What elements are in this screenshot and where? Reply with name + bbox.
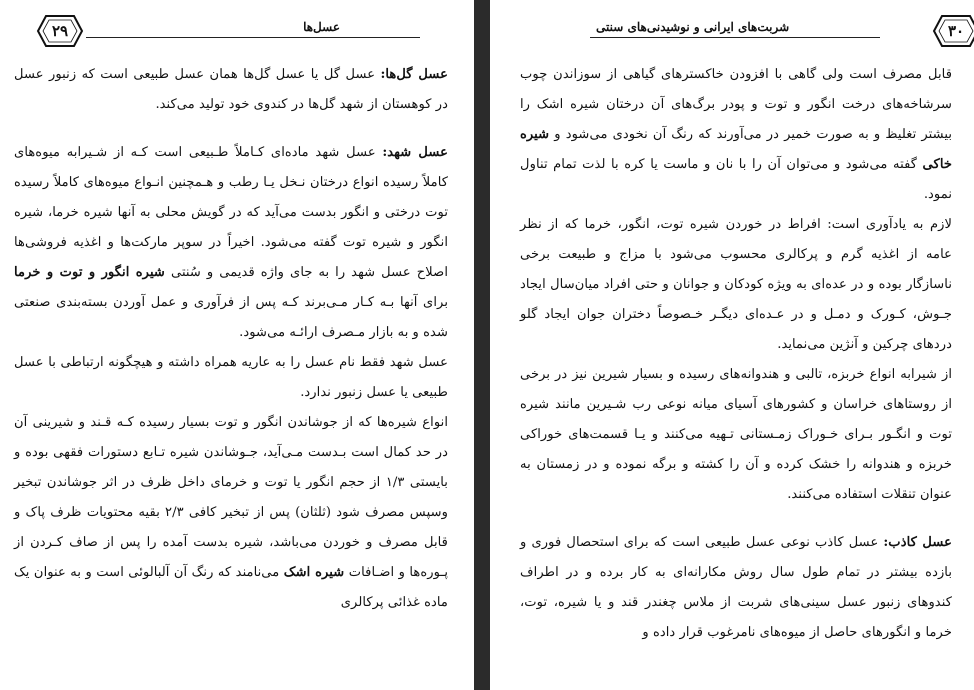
term-heading: عسل کاذب: [883, 535, 952, 550]
running-title: شربت‌های ایرانی و نوشیدنی‌های سنتی [596, 20, 790, 34]
running-title: عسل‌ها [303, 20, 340, 34]
page-number-badge [36, 14, 84, 48]
page-gutter [474, 0, 490, 690]
paragraph: عسل شهد فقط نام عسل را به عاریه همراه داشته و هیچگونه ارتباطی با عسل طبیعی یا عسل زنبور ندارد. [14, 355, 448, 400]
page-body [520, 60, 952, 648]
paragraph: انواع شیره‌ها که از جوشاندن انگور و توت بسیار رسیده کـه قـند و شیرینی آن در حد کمال است بـدست مـی‌آید، جـوشاندن شیره تـابع دستورات فقهی بوده و بایستی ۱/۳ از حجم انگور یا توت و خرمای داخل ظرف در اثر جوشاندن تبخیر وسپس مصرف شود (ثلثان) پس از تبخیر کافی ۲/۳ بقیه محتویات ظرف پاک و قابل مصرف و خوردن می‌باشد، شیره بدست آمده را پس از صاف کـردن از پـوره‌ها و اضـافات شیره اشک می‌نامند که رنگ آن آلبالوئی است و به عنوان یک ماده غذائی پرکالری [14, 415, 448, 610]
header-rule [86, 37, 420, 38]
page-header [14, 0, 448, 60]
right-page [490, 0, 974, 690]
paragraph: عسل گل‌ها: عسل گل یا عسل گل‌ها همان عسل طبیعی است که زنبور عسل در کوهستان از شهد گل‌ها در کندوی خود تولید می‌کند. [14, 67, 448, 112]
paragraph: لازم به یادآوری است: افراط در خوردن شیره توت، انگور، خرما که از نظر عامه از اغذیه گرم و پرکالری محسوب می‌شود با مزاج و طبیعت برخی ناسازگار بوده و در عده‌ای به ویژه کودکان و جوانان و حتی افراد میان‌سال ایجاد جـوش، کـورک و دمـل و در عـده‌ای دیگـر خـصوصاً دختران جوان ایجاد گلو دردهای چرکین و آنژین می‌نماید. [520, 217, 952, 352]
header-rule [590, 37, 880, 38]
paragraph: عسل شهد: عسل شهد ماده‌ای کـاملاً طـبیعی است کـه از شـیرابه میوه‌های کاملاً رسیده انواع درختان نـخل یـا رطب و هـمچنین انـواع میوه‌های کاملاً رسیده توت درختی و انگور بدست می‌آید که در گویش محلی به آنها شیره خرما، شیره انگور و شیره توت گفته می‌شود. اخیراً در سوپر مارکت‌ها و اغذیه فروشی‌ها اصلاح عسل شهد را به جای واژه قدیمی و سُنتی شیره انگور و توت و خرما برای آنها بـه کـار مـی‌برند کـه پس از فرآوری و عمل آوردن بسته‌بندی صنعتی شده و به بازار مـصرف ارائـه می‌شود. [14, 145, 448, 340]
left-page [0, 0, 474, 690]
term-heading: عسل شهد: [382, 145, 448, 160]
paragraph: قابل مصرف است ولی گاهی با افزودن خاکسترهای گیاهی از سوزاندن چوب سرشاخه‌های درخت انگور و توت و پودر برگ‌های آن درختان شیره اشک را بیشتر تغلیظ و به صورت خمیر در می‌آورند که رنگ آن نخودی می‌شود و شیره خاکی گفته می‌شود و می‌توان آن را با نان و ماست یا کره با لذت تمام تناول نمود. [520, 67, 952, 202]
page-number-badge [932, 14, 974, 48]
page-number: ۲۹ [51, 22, 69, 40]
page-header [520, 0, 965, 60]
page-body [14, 60, 448, 618]
term-heading: عسل گل‌ها: [380, 67, 448, 82]
paragraph: از شیرابه انواع خربزه، تالبی و هندوانه‌های رسیده و بسیار شیرین نیز در برخی از روستاهای خراسان و کشورهای آسیای میانه نوعی رب شـیرین مانند شیره توت و انگـور بـرای خـوراک زمـستانی تـهیه می‌کنند و یـا قسمت‌های خوراکی خربزه و هندوانه را خشک کرده و آن را کشته و برگه نموده و در زمستان به عنوان تنقلات استفاده می‌کنند. [520, 367, 952, 502]
page-number: ۳۰ [947, 22, 965, 40]
paragraph: عسل کاذب: عسل کاذب نوعی عسل طبیعی است که برای استحصال فوری و بازده بیشتر در تمام طول سال روش مکارانه‌ای به کار برده و در اطراف کندوهای زنبور عسل سینی‌های شربت از ملاس چغندر قند و یا شیره، توت، خرما و انگورهای حاصل از میوه‌های نامرغوب قرار داده و [520, 535, 952, 640]
